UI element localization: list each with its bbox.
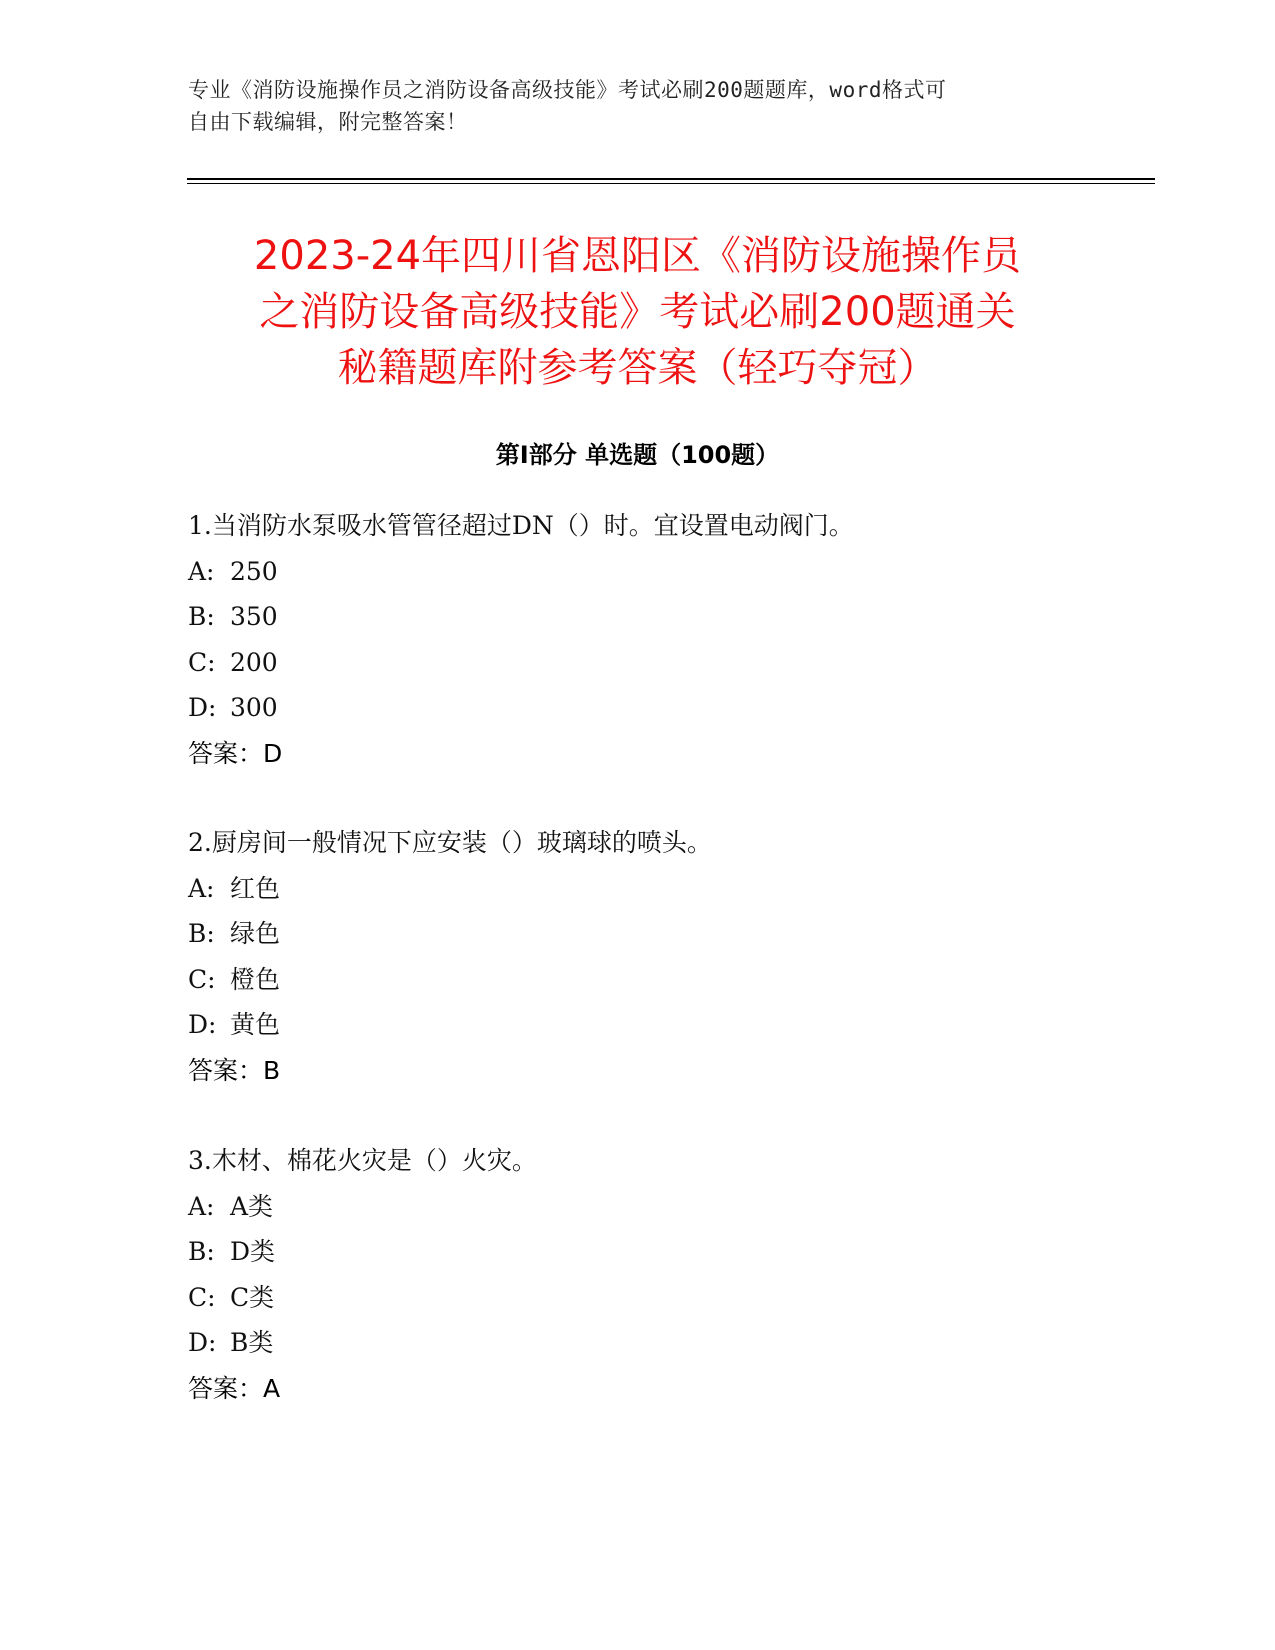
answer: 答案：B <box>188 1055 281 1085</box>
question-3 <box>188 1138 1148 1411</box>
option-text: 350 <box>230 602 278 631</box>
option-a <box>188 866 1148 912</box>
option-c <box>188 1275 1148 1321</box>
option-letter: A: <box>188 556 215 586</box>
option-c <box>188 957 1148 1003</box>
section-title: 第Ⅰ部分 单选题（100题） <box>495 441 780 469</box>
option-a <box>188 549 1148 595</box>
option-text: A类 <box>230 1191 274 1221</box>
option-text: 黄色 <box>230 1010 281 1039</box>
option-d <box>188 1002 1148 1048</box>
document-title-line-3: 秘籍题库附参考答案（轻巧夺冠） <box>337 345 938 391</box>
question-2 <box>188 820 1148 1093</box>
document-title-line-1: 2023-24年四川省恩阳区《消防设施操作员 <box>253 233 1022 279</box>
option-letter: A: <box>188 1191 215 1221</box>
option-letter: A: <box>188 873 215 903</box>
header-note <box>188 74 1068 138</box>
option-text: 250 <box>230 556 278 586</box>
option-text: 200 <box>230 647 278 677</box>
option-letter: B: <box>188 919 215 948</box>
option-letter: D: <box>188 693 217 722</box>
document-title-line-2: 之消防设备高级技能》考试必刷200题通关 <box>259 289 1016 335</box>
option-letter: C: <box>188 1282 216 1312</box>
option-letter: C: <box>188 964 216 994</box>
option-text: D类 <box>230 1237 276 1266</box>
header-note-line-1: 专业《消防设施操作员之消防设备高级技能》考试必刷200题题库，word格式可 <box>188 78 947 102</box>
option-text: 红色 <box>230 873 281 903</box>
question-stem: 1.当消防水泵吸水管管径超过DN（）时。宜设置电动阀门。 <box>188 511 854 540</box>
answer: 答案：D <box>188 738 283 768</box>
answer: 答案：A <box>188 1373 281 1403</box>
option-letter: D: <box>188 1328 217 1357</box>
document-title <box>160 228 1115 396</box>
header-note-line-2: 自由下载编辑，附完整答案！ <box>188 110 468 134</box>
option-text: B类 <box>230 1328 274 1357</box>
option-a <box>188 1184 1148 1230</box>
question-1 <box>188 503 1148 776</box>
option-b <box>188 594 1148 640</box>
option-text: 300 <box>230 693 278 722</box>
option-b <box>188 1229 1148 1275</box>
option-letter: C: <box>188 647 216 677</box>
option-c <box>188 640 1148 686</box>
option-text: C类 <box>230 1282 275 1312</box>
option-text: 橙色 <box>230 964 281 994</box>
option-letter: B: <box>188 602 215 631</box>
option-d <box>188 685 1148 731</box>
option-b <box>188 911 1148 957</box>
header-divider-thick <box>187 178 1155 180</box>
option-d <box>188 1320 1148 1366</box>
option-text: 绿色 <box>230 919 281 948</box>
option-letter: B: <box>188 1237 215 1266</box>
question-stem: 3.木材、棉花火灾是（）火灾。 <box>188 1146 537 1175</box>
header-divider-thin <box>187 183 1155 184</box>
question-stem: 2.厨房间一般情况下应安装（）玻璃球的喷头。 <box>188 828 712 857</box>
option-letter: D: <box>188 1010 217 1039</box>
